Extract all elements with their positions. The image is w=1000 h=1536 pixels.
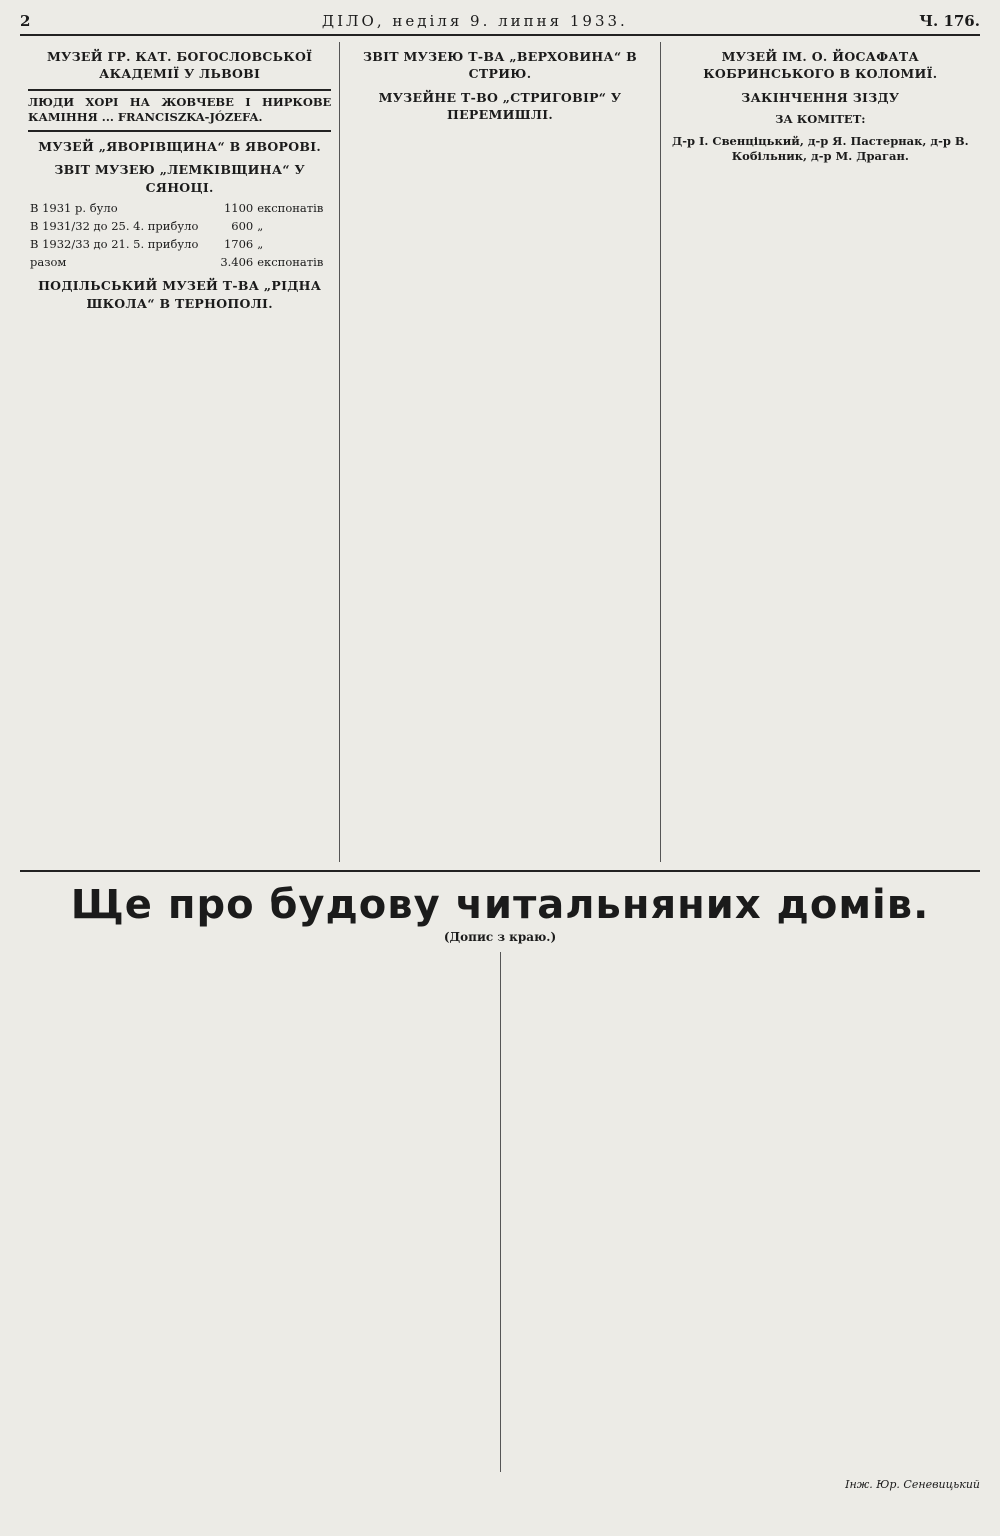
heading-museum-lviv: МУЗЕЙ ГР. КАТ. БОГОСЛОВСЬКОЇ АКАДЕМІЇ У ЛЬВОВІ (47, 49, 313, 82)
feature-title: Ще про будову читальняних домів. (70, 882, 930, 928)
stats-value: 1100 (223, 200, 254, 215)
stats-unit: експонатів (257, 254, 324, 269)
issue-number: Ч. 176. (919, 12, 980, 30)
stats-value: 600 (231, 218, 254, 233)
masthead (20, 12, 980, 36)
masthead-title: ДІЛО, неділя 9. липня 1933. (321, 12, 628, 30)
feature-article (20, 870, 980, 1491)
page-number: 2 (20, 12, 31, 30)
table-row (28, 200, 331, 218)
newspaper-page (20, 12, 980, 1502)
committee-label: ЗА КОМІТЕТ: (775, 111, 866, 126)
heading-ternopil: ПОДІЛЬСЬКИЙ МУЗЕЙ Т-ВА „РІДНА ШКОЛА“ В ТЕРНОПОЛІ. (38, 278, 322, 311)
stats-unit: експонатів (257, 200, 324, 215)
stats-table (28, 200, 331, 271)
column-2 (340, 42, 660, 862)
table-row (28, 218, 331, 236)
stats-label: разом (30, 254, 67, 269)
feature-column-2 (501, 952, 981, 1472)
stats-value: 1706 (223, 236, 254, 251)
heading-stryi: ЗВІТ МУЗЕЮ Т-ВА „ВЕРХОВИНА“ В СТРИЮ. (362, 49, 638, 82)
table-row (28, 236, 331, 254)
stats-label: В 1931/32 до 25. 4. прибуло (30, 218, 199, 233)
top-columns (20, 42, 980, 862)
feature-column-1 (20, 952, 501, 1472)
table-row (28, 254, 331, 272)
heading-sianok: ЗВІТ МУЗЕЮ „ЛЕМКІВЩИНА“ У СЯНОЦІ. (54, 162, 305, 195)
stats-unit: „ (257, 236, 264, 251)
stats-label: В 1931 р. було (30, 200, 118, 215)
heading-kolomyia: МУЗЕЙ ІМ. О. ЙОСАФАТА КОБРИНСЬКОГО В КОЛОМИЇ. (703, 49, 938, 82)
column-3 (661, 42, 980, 862)
advertisement: ЛЮДИ ХОРІ НА ЖОВЧЕВЕ І НИРКОВЕ КАМІННЯ ... FRANCISZKA-JÓZEFA. (28, 89, 331, 133)
feature-body (20, 952, 980, 1472)
heading-yavoriv: МУЗЕЙ „ЯВОРІВЩИНА“ В ЯВОРОВІ. (38, 139, 322, 155)
stats-unit: „ (257, 218, 264, 233)
signatories: Д-р І. Свенціцький, д-р Я. Пастернак, д-р В. Кобільник, д-р М. Драган. (671, 133, 969, 164)
column-1 (20, 42, 340, 862)
feature-author: Інж. Юр. Сеневицький (845, 1478, 980, 1491)
stats-value: 3.406 (220, 254, 254, 269)
feature-subtitle: (Допис з краю.) (443, 930, 557, 944)
stats-label: В 1932/33 до 21. 5. прибуло (30, 236, 199, 251)
heading-close: ЗАКІНЧЕННЯ ЗІЗДУ (741, 89, 900, 105)
heading-peremyshl: МУЗЕЙНЕ Т-ВО „СТРИГОВІР“ У ПЕРЕМИШЛІ. (378, 89, 622, 122)
